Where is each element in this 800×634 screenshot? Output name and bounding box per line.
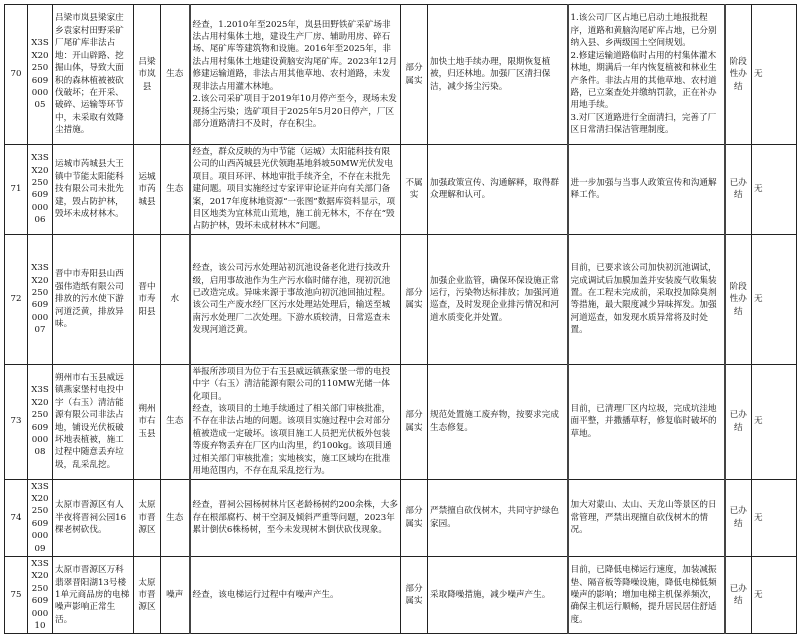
region: 运城市芮城县: [134, 145, 161, 235]
case-id: X3SX2025060900006: [28, 145, 53, 235]
completion-status: 已办结: [725, 145, 752, 235]
pollution-type: 生态: [161, 5, 190, 145]
table-row: [5, 479, 797, 556]
text-line: 经查，该项目的土地手续通过了相关部门审核批准，不存在非法占地的问题。该项目实施过程中会对部分植被造成一定破坏。该项目施工人员把光伏板外包装等废弃物丢弃在厂区内山沟里，约100kg。该项目通过相关部门审核批准；实地核实，施工区域均在批准用地范围内，不存在乱采乱挖行为。: [192, 404, 392, 477]
text-line: 该公司生产废水经厂区污水处理站处理后，输送至城南污水处理厂二次处理。下游水质较清，日常巡查未发现河道泛黄。: [192, 300, 391, 336]
verdict: 部分属实: [401, 364, 428, 479]
handling-measures: 加强政策宣传、沟通解释，取得群众理解和认可。: [428, 145, 568, 235]
accountability: 无: [752, 234, 797, 364]
row-number: 75: [5, 556, 28, 633]
row-number: 73: [5, 364, 28, 479]
handling-measures: 规范处置施工废弃物，按要求完成生态修复。: [428, 364, 568, 479]
rectification-progress: 目前，已降低电梯运行速度，加装减振垫、隔音板等降噪设施，降低电梯低频噪声的影响；增加电梯主机保养频次，确保主机运行顺畅，提升居民居住舒适度。: [568, 556, 725, 633]
complaint-content: 运城市芮城县大王镇中节能太阳能科技有限公司未批先建，毁占防护林，毁坏未成材林木。: [53, 145, 134, 235]
text-line: 2.该公司采矿项目于2019年10月停产至今，现场未发现扬尘污染；选矿项目于2025年5月20日停产，厂区部分道路清扫不及时，存在积尘。: [192, 94, 397, 129]
accountability: 无: [752, 5, 797, 145]
investigation-findings: [190, 5, 401, 145]
text-line: 举报所涉项目为位于右玉县威远镇燕家堡一带的电投中宇（右玉）清洁能源有限公司的110MW光储一体化项目。: [192, 366, 391, 402]
table-row: [5, 556, 797, 633]
text-line: 1.该公司厂区占地已启动土地报批程序，道路和黄脑沟尾矿库占地，已分别纳入县、乡两级国土空间规划。: [570, 13, 717, 49]
region: 晋中市寿阳县: [134, 234, 161, 364]
pollution-type: 生态: [161, 479, 190, 556]
complaint-table: [4, 4, 797, 634]
text-line: 经查，该公司污水处理站初沉池设备老化进行技改升级，启用事故池作为生产污水临时储存池，现初沉池已改造完成。异味来源于事故池向初沉池回抽过程。: [192, 263, 391, 298]
complaint-content: 太原市晋源区有人半夜将晋祠公园16棵老树砍伐。: [53, 479, 134, 556]
accountability: 无: [752, 145, 797, 235]
handling-measures: 加快土地手续办理，限期恢复植被，归还林地。加强厂区清扫保洁，减少扬尘污染。: [428, 5, 568, 145]
table-row: [5, 234, 797, 364]
complaint-content: 晋中市寿阳县山西强伟造纸有限公司排放的污水使下游河道泛黄，排放异味。: [53, 234, 134, 364]
pollution-type: 生态: [161, 364, 190, 479]
verdict: 部分属实: [401, 5, 428, 145]
rectification-progress: 目前，已要求该公司加快初沉池调试，完成调试后加膜加盖并安装废气收集装置。在工程未完成前，采取投加除臭剂等措施，最大限度减少异味挥发。加强河道巡查，如发现水质异常将及时处置。: [568, 234, 725, 364]
rectification-progress: 进一步加强与当事人政策宣传和沟通解释工作。: [568, 145, 725, 235]
accountability: 无: [752, 556, 797, 633]
investigation-findings: 经查，该电梯运行过程中有噪声产生。: [190, 556, 401, 633]
pollution-type: 水: [161, 234, 190, 364]
text-line: 2.修建运输道路临时占用的村集体灌木林地，期满后一年内恢复植被和林业生产条件。非法占用的其他草地、农村道路，已立案查处并缴纳罚款，正在补办用地手续。: [570, 50, 717, 111]
complaint-content: 吕梁市岚县梁家庄乡袁家村田野采矿厂尾矿库非法占地：开山辟路、挖掘山体，导致大面积的森林植被被砍伐破坏；在开采、破碎、运输等环节中，未采取有效降尘措施。: [53, 5, 134, 145]
table-row: [5, 364, 797, 479]
rectification-progress: 目前，已清理厂区内垃圾，完成坑洼地面平整，并撒播草籽，修复临时破坏的草地。: [568, 364, 725, 479]
rectification-progress: 加大对蒙山、太山、天龙山等景区的日常管理，严禁出现擅自砍伐树木的情况。: [568, 479, 725, 556]
investigation-findings: 经查，晋祠公园杨树林片区老龄杨树约200余株，大多存在根部腐朽、树干空洞及倾斜严重等问题，2023年累计倒伏6株杨树，至今未发现树木倒伏砍伐现象。: [190, 479, 401, 556]
region: 太原市晋源区: [134, 556, 161, 633]
rectification-progress: [568, 5, 725, 145]
region: 朔州市右玉县: [134, 364, 161, 479]
handling-measures: 加强企业监管，确保环保设施正常运行，污染物达标排放；加强河道巡查，及时发现企业排污情况和河道水质变化并处置。: [428, 234, 568, 364]
text-line: 经查，1.2010年至2025年，岚县田野铁矿采矿场非法占用村集体土地，建设生产厂房、辅助用房、碎石场、尾矿库等建筑物和设施。2016年至2025年，非法占用村集体土地建设黄脑安沟尾矿库。2023年12月修建运输道路，非法占用其他草地、农村道路，未发现非法占用灌木林地。: [192, 19, 398, 92]
verdict: 部分属实: [401, 234, 428, 364]
region: 太原市晋源区: [134, 479, 161, 556]
verdict: 不属实: [401, 145, 428, 235]
row-number: 74: [5, 479, 28, 556]
completion-status: 已办结: [725, 479, 752, 556]
complaint-content: 太原市晋源区万科翡翠晋阳湖13号楼1单元商品房的电梯噪声影响正常生活。: [53, 556, 134, 633]
case-id: X3SX2025060900009: [28, 479, 53, 556]
completion-status: 已办结: [725, 556, 752, 633]
investigation-findings: 经查，群众反映的为中节能（运城）太阳能科技有限公司的山西芮城县光伏领跑基地斜坡50MW光伏发电项目。项目环评、林地审批手续齐全，不存在未批先建问题。项目实施经过专家评审论证并向有关部门备案，2017年度林地资源“一张图”数据库资料显示，项目区地类为宜林荒山荒地，施工前无林木，不存在“毁占防护林，毁坏未成材林木”问题。: [190, 145, 401, 235]
case-id: X3SX2025060900007: [28, 234, 53, 364]
row-number: 71: [5, 145, 28, 235]
investigation-findings: [190, 234, 401, 364]
pollution-type: 生态: [161, 145, 190, 235]
completion-status: 已办结: [725, 364, 752, 479]
complaint-content: 朔州市右玉县威远镇燕家堡村电投中宇（右玉）清洁能源有限公司非法占地，铺设光伏板破坏地表植被，施工过程中随意丢弃垃圾，乱采乱挖。: [53, 364, 134, 479]
case-id: X3SX2025060900010: [28, 556, 53, 633]
accountability: 无: [752, 479, 797, 556]
case-id: X3SX2025060900005: [28, 5, 53, 145]
region: 吕梁市岚县: [134, 5, 161, 145]
case-id: X3SX2025060900008: [28, 364, 53, 479]
row-number: 70: [5, 5, 28, 145]
table-row: [5, 5, 797, 145]
completion-status: 阶段性办结: [725, 5, 752, 145]
table-row: [5, 145, 797, 235]
investigation-findings: [190, 364, 401, 479]
handling-measures: 严禁擅自砍伐树木，共同守护绿色家园。: [428, 479, 568, 556]
accountability: 无: [752, 364, 797, 479]
verdict: 部分属实: [401, 556, 428, 633]
text-line: 3.对厂区道路进行全面清扫，完善了厂区日常清扫保洁管理制度。: [570, 112, 717, 136]
row-number: 72: [5, 234, 28, 364]
handling-measures: 采取降噪措施，减少噪声产生。: [428, 556, 568, 633]
completion-status: 阶段性办结: [725, 234, 752, 364]
verdict: 部分属实: [401, 479, 428, 556]
pollution-type: 噪声: [161, 556, 190, 633]
